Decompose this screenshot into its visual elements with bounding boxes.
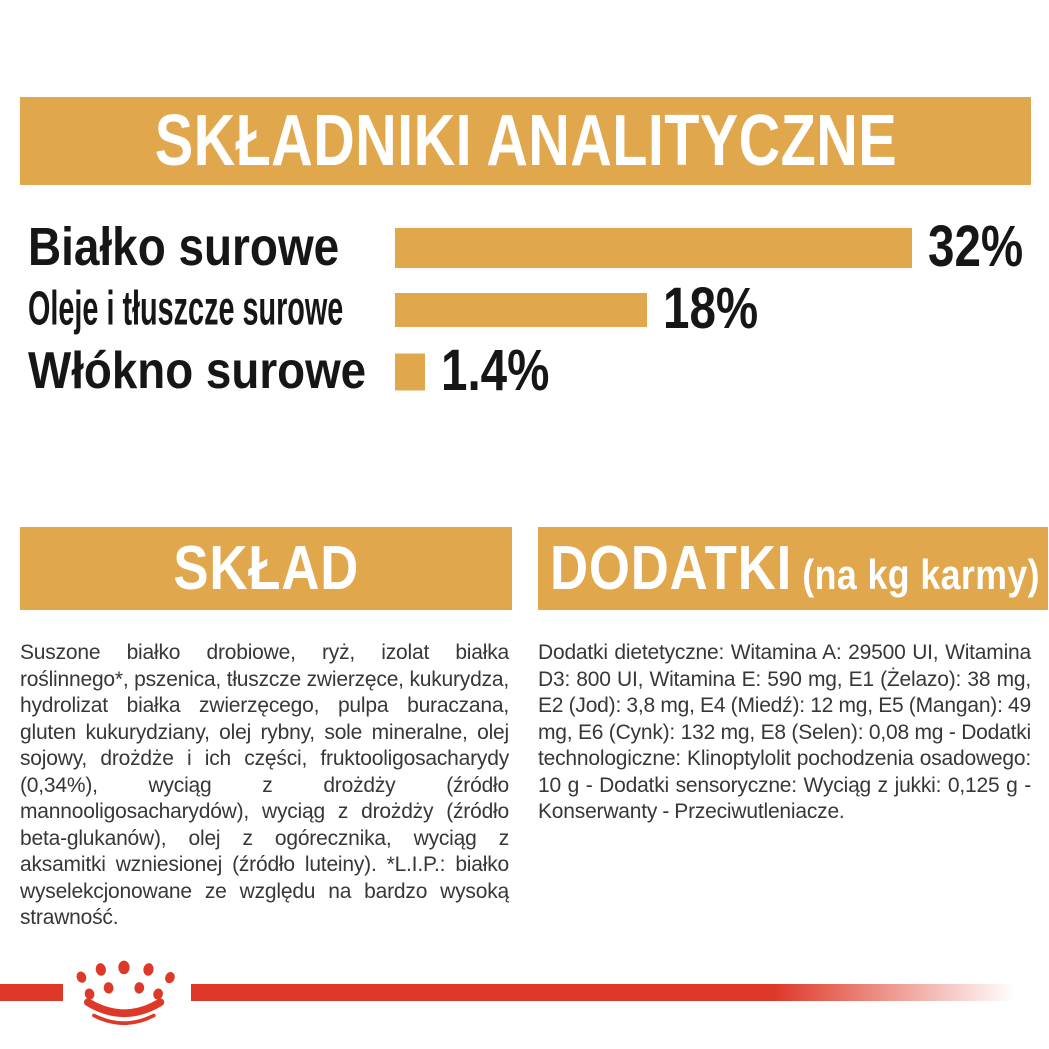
- chart-bar: [395, 354, 425, 391]
- analytical-components-header: [20, 97, 1031, 185]
- chart-value-label: 1.4%: [441, 338, 550, 404]
- chart-row: [0, 278, 1049, 342]
- chart-value-label: 32%: [928, 214, 1024, 280]
- analytical-components-title: SKŁADNIKI ANALITYCZNE: [154, 101, 897, 181]
- chart-bar: [395, 293, 647, 327]
- additives-header: [538, 527, 1048, 610]
- composition-title-wrap: [173, 533, 359, 604]
- composition-header: [20, 527, 512, 610]
- composition-title: SKŁAD: [173, 534, 359, 603]
- chart-bar: [395, 228, 912, 268]
- chart-row: [0, 340, 1049, 404]
- additives-title-wrap: [550, 533, 1040, 604]
- chart-category-label: Oleje i tłuszcze surowe: [28, 282, 344, 336]
- royal-canin-crown-icon: [50, 950, 186, 1036]
- chart-category-label: Włókno surowe: [28, 341, 367, 400]
- additives-title-suffix: (na kg karmy): [802, 551, 1040, 598]
- chart-category-label: Białko surowe: [28, 216, 340, 277]
- chart-value-label: 18%: [663, 276, 759, 342]
- additives-text: Dodatki dietetyczne: Witamina A: 29500 UI, Witamina D3: 800 UI, Witamina E: 590 mg, E1 (Żelazo): 38 mg, E2 (Jod): 3,8 mg, E4 (Miedź): 12 mg, E5 (Mangan): 49 mg, E6 (Cynk): 132 mg, E8 (Selen): 0,08 mg - Dodatki technologiczne: Klinoptylolit pochodzenia osadowego: 10 g - Dodatki sensoryczne: Wyciąg z jukki: 0,125 g - Konserwanty - Przeciwutleniacze.: [538, 641, 1031, 823]
- composition-text: Suszone białko drobiowe, ryż, izolat białka roślinnego*, pszenica, tłuszcze zwierzęce, kukurydza, hydrolizat białka zwierzęcego, pulpa buraczana, gluten kukurydziany, olej rybny, sole mineralne, olej sojowy, drożdże i ich części, fruktooligosacharydy (0,34%), wyciąg z drożdży (źródło mannooligosacharydów), wyciąg z drożdży (źródło beta-glukanów), olej z ogórecznika, wyciąg z aksamitki wzniesionej (źródło luteiny). *L.I.P.: białko wyselekcjonowane ze względu na bardzo wysoką strawność.: [20, 641, 509, 929]
- chart-row: [0, 216, 1049, 280]
- additives-title: DODATKI: [550, 534, 793, 603]
- brand-band-right: [191, 984, 1049, 1001]
